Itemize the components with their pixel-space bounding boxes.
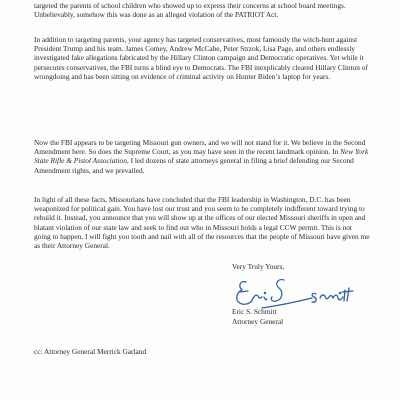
- paragraph-4: [34, 195, 370, 250]
- signatory-name: Eric S. Schmitt: [232, 307, 277, 316]
- closing-salutation: Very Truly Yours,: [232, 262, 285, 271]
- case-name: New York State Rifle & Pistol Association: [34, 147, 369, 166]
- paragraph-2: [34, 35, 370, 81]
- paragraph-text: In light of all these facts, Missourians have concluded that the FBI leadership in Washington, D.C. has been weaponized for political gain. You have lost our trust and you seem to be completely indifferent toward trying to rebuild it. Instead, you announce that you will show up at the offices of our elected Missouri sheriffs in open and blatant violation of our state law and seek to find out who in Missouri holds a legal CCW permit. This is not going to happen. I will fight you tooth and nail with all of the resources that the people of Missouri have given me as their Attorney General.: [34, 195, 370, 251]
- paragraph-text: In addition to targeting parents, your agency has targeted conservatives, most famously the witch-hunt against President Trump and his team. James Comey, Andrew McCabe, Peter Strzok, Lisa Page, and others endlessly investigated fake allegations fabricated by the Hillary Clinton campaign and Democratic operatives. Yet while it persecutes conservatives, the FBI turns a blind eye to Democrats. The FBI inexplicably cleared Hillary Clinton of wrongdoing and has been sitting on evidence of criminal activity on Hunter Biden’s laptop for years.: [34, 35, 368, 81]
- paragraph-3: [34, 138, 370, 175]
- paragraph-text: targeted the parents of school children who showed up to express their concerns at school board meetings. Unbelievably, somehow this was done as an alleged violation of the PATRIOT Act.: [34, 1, 346, 20]
- cc-line: cc: Attorney General Merrick Garland: [34, 347, 147, 356]
- paragraph-text: Now the FBI appears to be targeting Missouri gun owners, and we will not stand for it. We believe in the Second Amendment here. So does the Supreme Court, as you may have seen in the recent landmark opinion. In: [34, 138, 366, 157]
- paragraph-1: [34, 1, 370, 19]
- paragraph-text: , I led dozens of state attorneys general in filing a brief defending our Second Amendment rights, and we prevailed.: [34, 156, 354, 175]
- signatory-title: Attorney General: [232, 317, 284, 326]
